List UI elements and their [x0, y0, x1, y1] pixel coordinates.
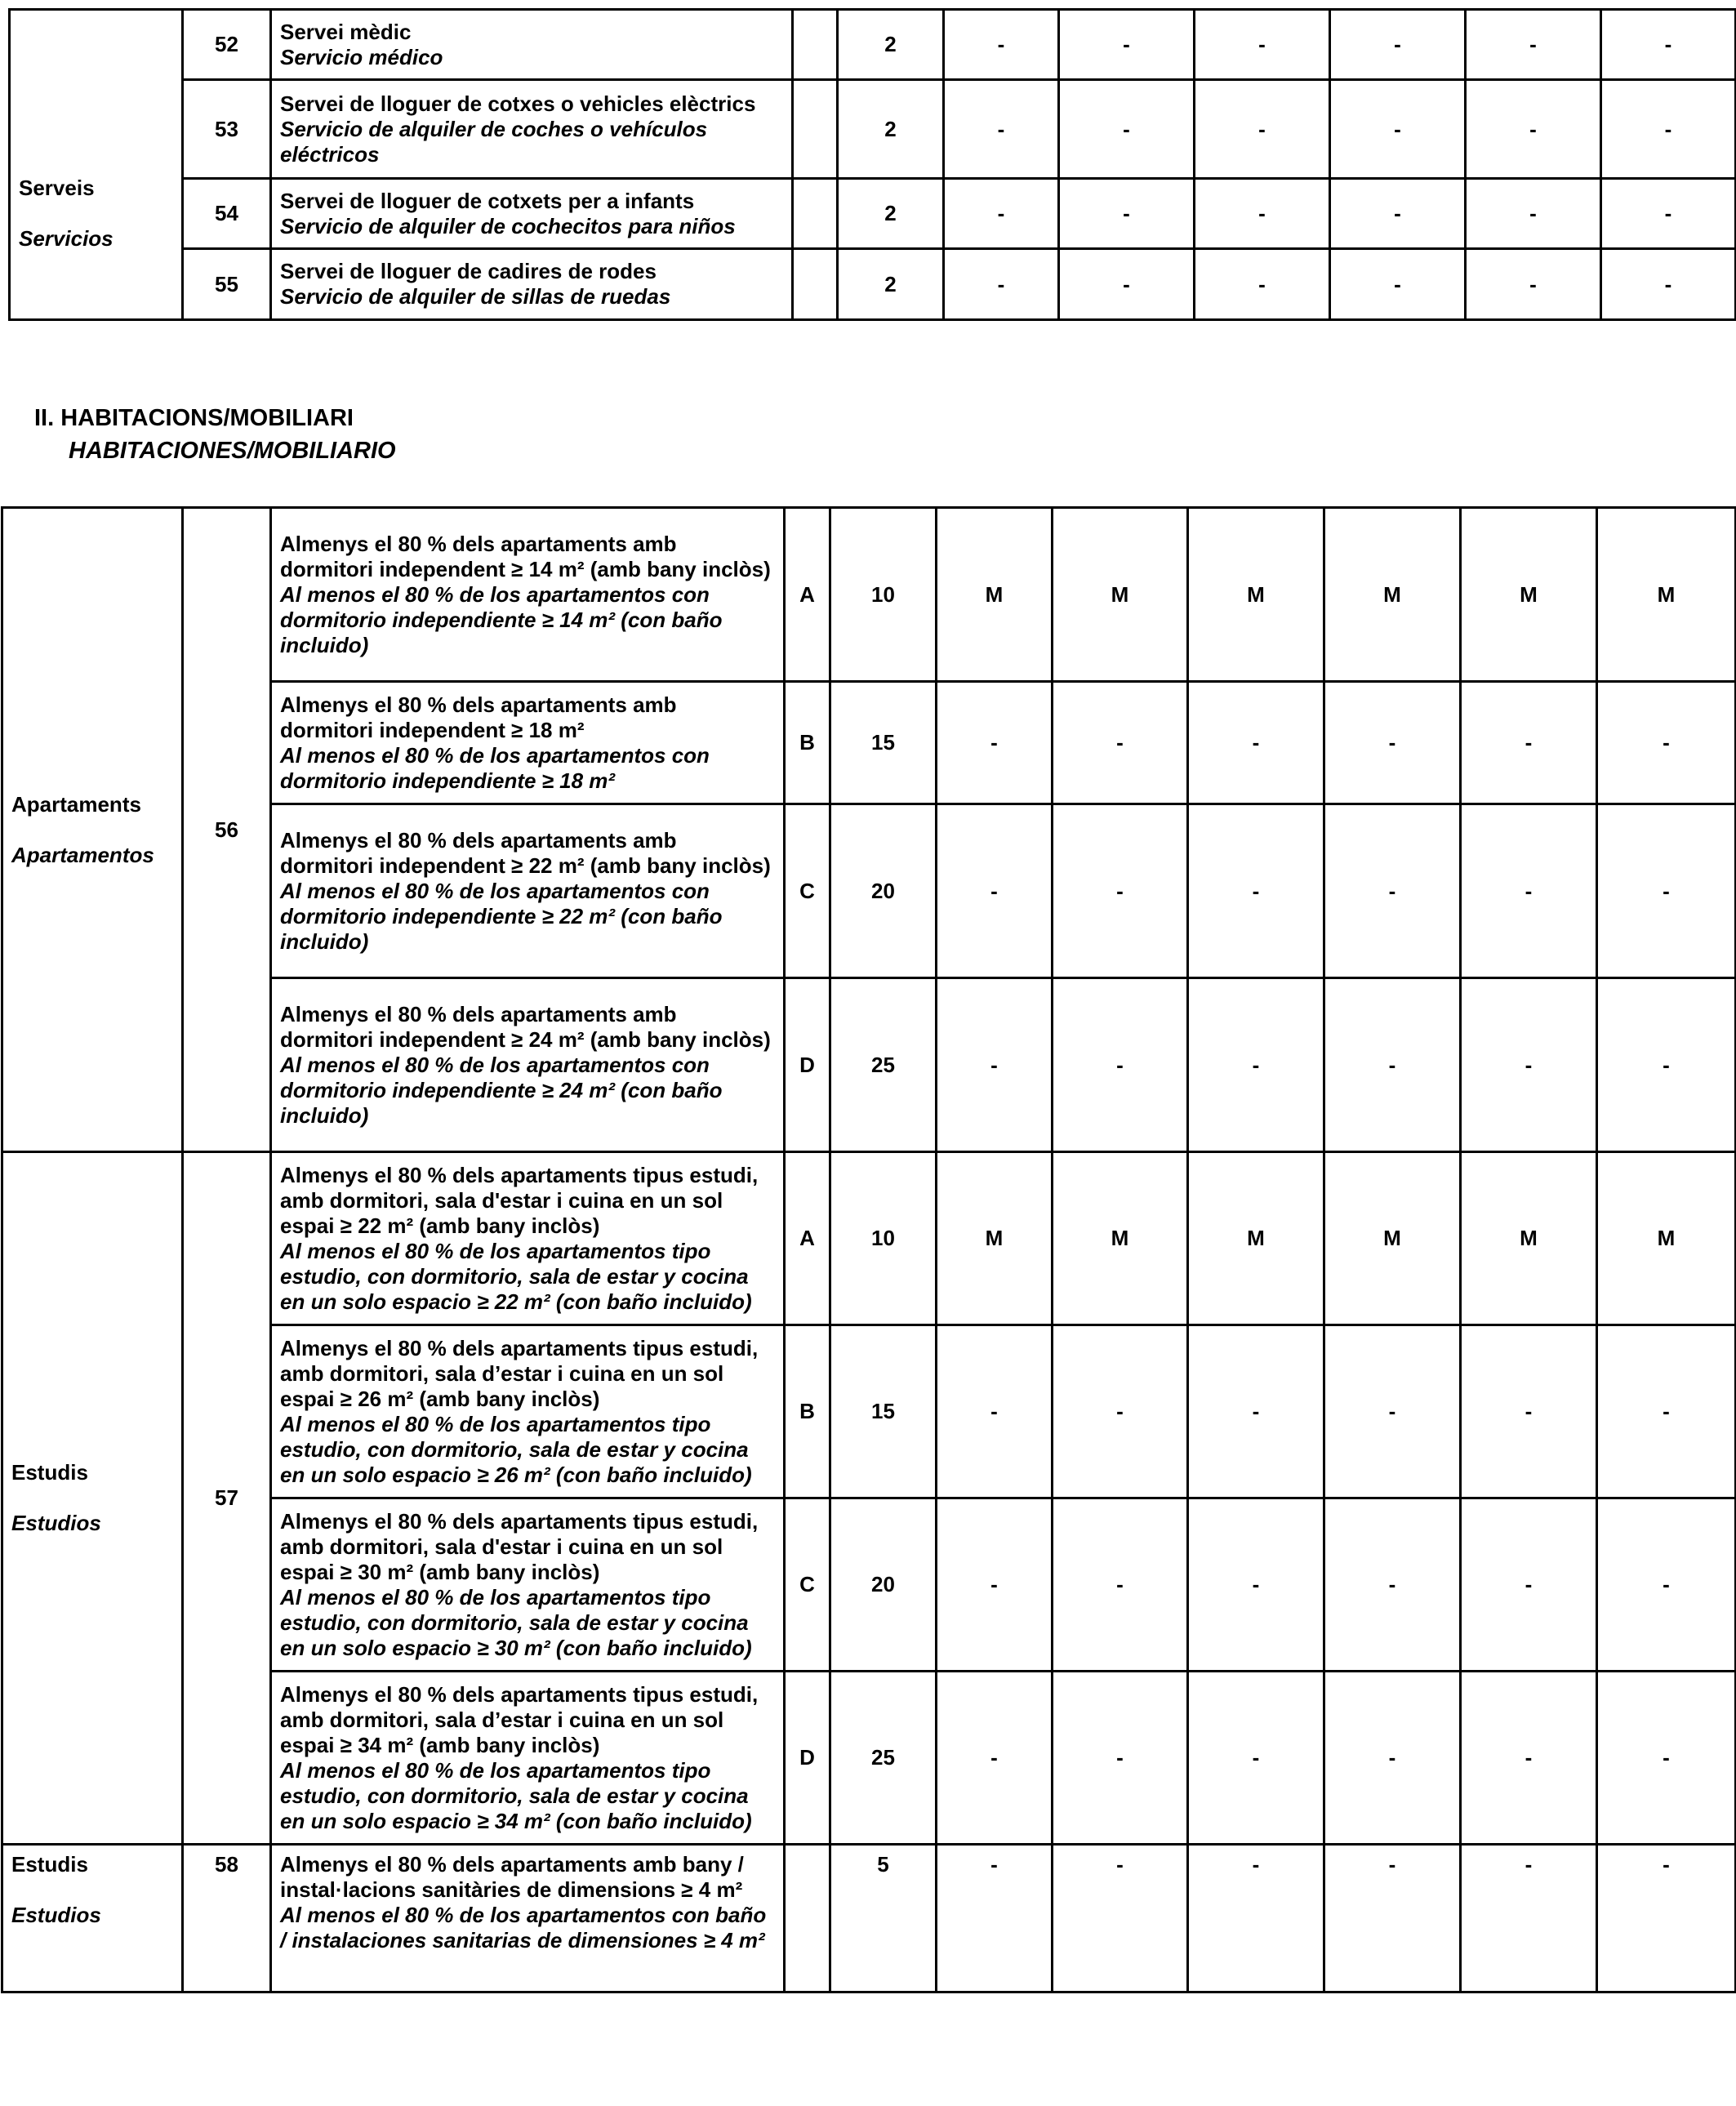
description-es: Al menos el 80 % de los apartamentos con dormitorio independiente ≥ 18 m²: [280, 742, 710, 793]
description-ca: Almenys el 80 % dels apartaments tipus estudi, amb dormitori, sala d'estar i cuina en un sol espai ≥ 22 m² (amb bany inclòs): [280, 1162, 759, 1238]
value-cell: -: [1053, 978, 1188, 1152]
level-letter: B: [785, 682, 830, 804]
value-cell: -: [1597, 1498, 1736, 1672]
value-cell: -: [1188, 682, 1324, 804]
value-cell: -: [1461, 1325, 1597, 1498]
value-cell: -: [1195, 80, 1330, 179]
value-cell: -: [1195, 249, 1330, 320]
level-letter: [793, 179, 838, 249]
value-cell: -: [1324, 1498, 1461, 1672]
value-cell: M: [1053, 508, 1188, 682]
value-cell: -: [1466, 80, 1601, 179]
value-cell: -: [1053, 1325, 1188, 1498]
value-cell: M: [937, 1152, 1053, 1325]
value-cell: -: [1461, 804, 1597, 978]
category-cell: [2, 1845, 183, 1992]
level-letter: [793, 10, 838, 80]
description-cell: [271, 978, 785, 1152]
table-row: [10, 10, 1736, 80]
table-row: [2, 1845, 1736, 1992]
category-ca: Apartaments: [11, 791, 141, 817]
points-cell: 2: [838, 179, 944, 249]
value-cell: -: [1601, 249, 1736, 320]
level-letter: C: [785, 804, 830, 978]
table-row: [10, 179, 1736, 249]
description-ca: Almenys el 80 % dels apartaments amb dormitori independent ≥ 18 m²: [280, 692, 677, 742]
description-es: Al menos el 80 % de los apartamentos con dormitorio independiente ≥ 24 m² (con baño incluido): [280, 1052, 723, 1128]
value-cell: -: [1053, 804, 1188, 978]
value-cell: M: [1188, 508, 1324, 682]
value-cell: -: [1053, 682, 1188, 804]
value-cell: -: [1053, 1498, 1188, 1672]
description-es: Al menos el 80 % de los apartamentos tipo estudio, con dormitorio, sala de estar y cocina en un solo espacio ≥ 22 m² (con baño incluido): [280, 1238, 752, 1314]
value-cell: M: [1188, 1152, 1324, 1325]
value-cell: -: [1188, 1498, 1324, 1672]
value-cell: -: [1059, 10, 1195, 80]
value-cell: -: [1461, 1672, 1597, 1845]
value-cell: -: [1466, 10, 1601, 80]
value-cell: -: [1059, 179, 1195, 249]
value-cell: M: [1324, 508, 1461, 682]
value-cell: -: [1324, 682, 1461, 804]
value-cell: -: [944, 249, 1059, 320]
value-cell: M: [1461, 508, 1597, 682]
value-cell: -: [1461, 978, 1597, 1152]
description-cell: [271, 10, 793, 80]
category-cell: [2, 508, 183, 1152]
value-cell: -: [1324, 978, 1461, 1152]
row-number: 52: [183, 10, 271, 80]
value-cell: -: [1466, 179, 1601, 249]
description-es: Servicio de alquiler de sillas de ruedas: [280, 284, 671, 309]
description-cell: [271, 1845, 785, 1992]
value-cell: -: [1597, 1325, 1736, 1498]
value-cell: -: [1601, 80, 1736, 179]
value-cell: -: [1330, 80, 1466, 179]
description-cell: [271, 249, 793, 320]
description-es: Servicio de alquiler de coches o vehículos eléctricos: [280, 116, 708, 167]
description-cell: [271, 80, 793, 179]
value-cell: -: [1053, 1672, 1188, 1845]
level-letter: [793, 249, 838, 320]
points-cell: 20: [830, 1498, 937, 1672]
description-cell: [271, 1325, 785, 1498]
row-number: 55: [183, 249, 271, 320]
row-number: 57: [183, 1152, 271, 1845]
services-table: [8, 8, 1736, 321]
description-es: Al menos el 80 % de los apartamentos con dormitorio independiente ≥ 14 m² (con baño incluido): [280, 581, 723, 657]
description-ca: Servei mèdic: [280, 19, 412, 44]
section-title-es: HABITACIONES/MOBILIARIO: [69, 438, 396, 464]
points-cell: 25: [830, 978, 937, 1152]
description-es: Al menos el 80 % de los apartamentos tipo estudio, con dormitorio, sala de estar y cocina en un solo espacio ≥ 26 m² (con baño incluido): [280, 1411, 752, 1487]
table-row: [10, 249, 1736, 320]
description-ca: Servei de lloguer de cadires de rodes: [280, 259, 657, 283]
points-cell: 2: [838, 249, 944, 320]
category-es: Servicios: [19, 226, 114, 251]
value-cell: -: [1597, 804, 1736, 978]
value-cell: -: [1461, 682, 1597, 804]
level-letter: D: [785, 978, 830, 1152]
value-cell: -: [944, 80, 1059, 179]
description-ca: Almenys el 80 % dels apartaments amb dormitori independent ≥ 22 m² (amb bany inclòs): [280, 827, 771, 878]
description-ca: Almenys el 80 % dels apartaments amb bany / instal·lacions sanitàries de dimensions ≥ 4 m²: [280, 1852, 744, 1902]
value-cell: -: [1324, 1845, 1461, 1992]
category-es: Estudios: [11, 1903, 101, 1927]
description-ca: Almenys el 80 % dels apartaments tipus estudi, amb dormitori, sala d'estar i cuina en un sol espai ≥ 30 m² (amb bany inclòs): [280, 1508, 759, 1584]
section-heading: [34, 402, 396, 467]
category-cell: [2, 1152, 183, 1845]
row-number: 58: [183, 1845, 271, 1992]
value-cell: -: [1601, 179, 1736, 249]
value-cell: -: [937, 978, 1053, 1152]
rooms-table: [1, 506, 1736, 1993]
value-cell: -: [1330, 179, 1466, 249]
category-ca: Estudis: [11, 1460, 88, 1485]
level-letter: [793, 80, 838, 179]
description-cell: [271, 1672, 785, 1845]
value-cell: -: [1324, 804, 1461, 978]
value-cell: -: [1195, 10, 1330, 80]
value-cell: -: [1466, 249, 1601, 320]
value-cell: -: [1188, 804, 1324, 978]
value-cell: M: [937, 508, 1053, 682]
level-letter: D: [785, 1672, 830, 1845]
category-es: Apartamentos: [11, 842, 154, 867]
value-cell: -: [937, 1672, 1053, 1845]
level-letter: A: [785, 508, 830, 682]
value-cell: M: [1053, 1152, 1188, 1325]
value-cell: -: [1059, 80, 1195, 179]
description-es: Servicio médico: [280, 44, 443, 69]
value-cell: -: [1597, 1845, 1736, 1992]
value-cell: -: [1324, 1325, 1461, 1498]
table-row: [10, 80, 1736, 179]
value-cell: -: [1195, 179, 1330, 249]
value-cell: -: [1330, 249, 1466, 320]
value-cell: -: [944, 10, 1059, 80]
description-ca: Servei de lloguer de cotxets per a infants: [280, 188, 695, 213]
description-cell: [271, 804, 785, 978]
description-cell: [271, 1152, 785, 1325]
value-cell: M: [1597, 508, 1736, 682]
table-row: [2, 1152, 1736, 1325]
value-cell: -: [1461, 1845, 1597, 1992]
value-cell: -: [1188, 1325, 1324, 1498]
value-cell: M: [1461, 1152, 1597, 1325]
value-cell: -: [1324, 1672, 1461, 1845]
table-row: [2, 508, 1736, 682]
points-cell: 10: [830, 508, 937, 682]
value-cell: M: [1324, 1152, 1461, 1325]
row-number: 54: [183, 179, 271, 249]
value-cell: M: [1597, 1152, 1736, 1325]
value-cell: -: [1188, 1672, 1324, 1845]
points-cell: 15: [830, 682, 937, 804]
value-cell: -: [1188, 978, 1324, 1152]
value-cell: -: [1188, 1845, 1324, 1992]
description-ca: Servei de lloguer de cotxes o vehicles elèctrics: [280, 91, 756, 116]
value-cell: -: [1059, 249, 1195, 320]
description-es: Al menos el 80 % de los apartamentos con dormitorio independiente ≥ 22 m² (con baño incluido): [280, 878, 723, 954]
description-cell: [271, 179, 793, 249]
row-number: 53: [183, 80, 271, 179]
description-es: Servicio de alquiler de cochecitos para niños: [280, 213, 736, 238]
points-cell: 5: [830, 1845, 937, 1992]
points-cell: 10: [830, 1152, 937, 1325]
value-cell: -: [1597, 1672, 1736, 1845]
description-es: Al menos el 80 % de los apartamentos tipo estudio, con dormitorio, sala de estar y cocina en un solo espacio ≥ 34 m² (con baño incluido): [280, 1757, 752, 1833]
value-cell: -: [1330, 10, 1466, 80]
level-letter: [785, 1845, 830, 1992]
points-cell: 25: [830, 1672, 937, 1845]
category-ca: Estudis: [11, 1852, 88, 1877]
level-letter: B: [785, 1325, 830, 1498]
level-letter: A: [785, 1152, 830, 1325]
category-ca: Serveis: [19, 176, 95, 200]
description-ca: Almenys el 80 % dels apartaments tipus estudi, amb dormitori, sala d’estar i cuina en un sol espai ≥ 26 m² (amb bany inclòs): [280, 1335, 759, 1411]
value-cell: -: [944, 179, 1059, 249]
description-ca: Almenys el 80 % dels apartaments amb dormitori independent ≥ 24 m² (amb bany inclòs): [280, 1001, 771, 1052]
category-es: Estudios: [11, 1511, 101, 1535]
points-cell: 2: [838, 10, 944, 80]
description-cell: [271, 1498, 785, 1672]
value-cell: -: [1053, 1845, 1188, 1992]
value-cell: -: [1597, 682, 1736, 804]
category-cell: [10, 10, 183, 320]
value-cell: -: [937, 1845, 1053, 1992]
description-es: Al menos el 80 % de los apartamentos con baño / instalaciones sanitarias de dimensiones ≥ 4 m²: [280, 1903, 767, 1952]
value-cell: -: [1597, 978, 1736, 1152]
points-cell: 2: [838, 80, 944, 179]
value-cell: -: [937, 804, 1053, 978]
value-cell: -: [937, 1325, 1053, 1498]
level-letter: C: [785, 1498, 830, 1672]
value-cell: -: [937, 682, 1053, 804]
section-title-ca: II. HABITACIONS/MOBILIARI: [34, 405, 354, 431]
value-cell: -: [1461, 1498, 1597, 1672]
points-cell: 15: [830, 1325, 937, 1498]
value-cell: -: [1601, 10, 1736, 80]
value-cell: -: [937, 1498, 1053, 1672]
description-cell: [271, 508, 785, 682]
description-ca: Almenys el 80 % dels apartaments tipus estudi, amb dormitori, sala d’estar i cuina en un sol espai ≥ 34 m² (amb bany inclòs): [280, 1681, 759, 1757]
description-ca: Almenys el 80 % dels apartaments amb dormitori independent ≥ 14 m² (amb bany inclòs): [280, 531, 771, 581]
points-cell: 20: [830, 804, 937, 978]
description-cell: [271, 682, 785, 804]
description-es: Al menos el 80 % de los apartamentos tipo estudio, con dormitorio, sala de estar y cocina en un solo espacio ≥ 30 m² (con baño incluido): [280, 1584, 752, 1660]
row-number: 56: [183, 508, 271, 1152]
